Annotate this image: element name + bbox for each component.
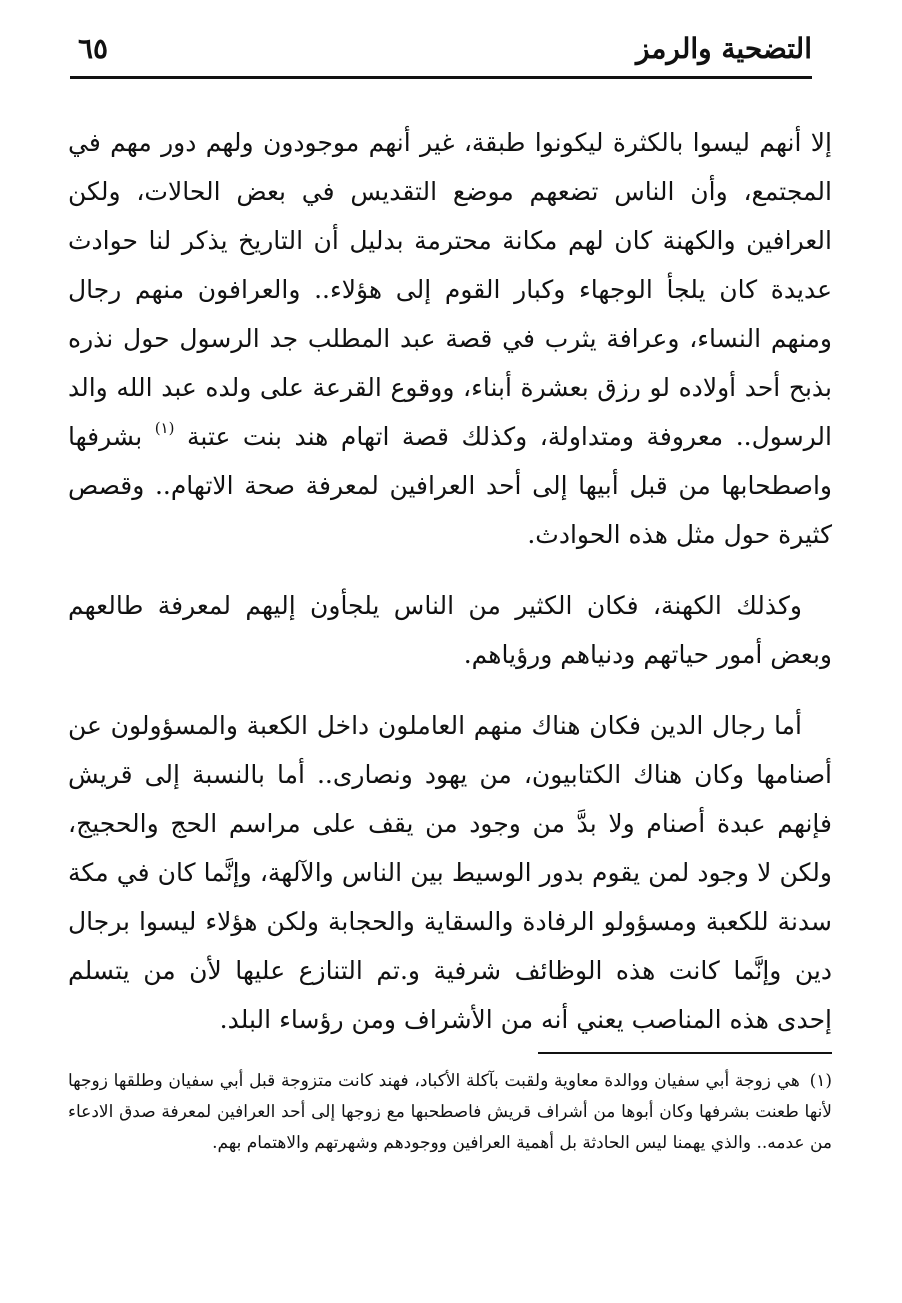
paragraph-1 — [68, 118, 832, 559]
footnote-reference[interactable]: (١) — [154, 419, 175, 437]
paragraph-2 — [68, 581, 832, 679]
running-header — [70, 28, 812, 72]
paragraph-1-text-after: بشرفها واصطحابها من قبل أبيها إلى أحد العرافين لمعرفة صحة الاتهام.. وقصص كثيرة حول مثل هذه الحوادث. — [68, 422, 832, 549]
paragraph-1-text-before: إلا أنهم ليسوا بالكثرة ليكونوا طبقة، غير أنهم موجودون ولهم دور مهم في المجتمع، وأن الناس تضعهم موضع التقديس في بعض الحالات، ولكن العرافين والكهنة كان لهم مكانة محترمة بدليل أن التاريخ يذكر لنا حوادث عديدة كان يلجأ الوجهاء وكبار القوم إلى هؤلاء.. والعرافون منهم رجال ومنهم النساء، وعرافة يثرب في قصة عبد المطلب جد الرسول حول نذره بذبح أحد أولاده لو رزق بعشرة أبناء، ووقوع القرعة على ولده عبد الله والد الرسول.. معروفة ومتداولة، وكذلك قصة اتهام هند بنت عتبة — [68, 128, 832, 451]
footnote — [68, 1066, 832, 1159]
footnote-divider — [538, 1052, 832, 1054]
main-text — [68, 118, 832, 1044]
chapter-title: التضحية والرمز — [635, 32, 812, 65]
paragraph-3 — [68, 701, 832, 1044]
header-divider — [70, 76, 812, 79]
paragraph-3-text: أما رجال الدين فكان هناك منهم العاملون داخل الكعبة والمسؤولون عن أصنامها وكان هناك الكتابيون، من يهود ونصارى.. أما بالنسبة إلى قريش فإنهم عبدة أصنام ولا بدَّ من وجود من يقف على مراسم الحج والحجيج، ولكن لا وجود لمن يقوم بدور الوسيط بين الناس والآلهة، وإنَّما كان في مكة سدنة للكعبة ومسؤولو الرفادة والسقاية والحجابة ولكن هؤلاء ليسوا برجال دين وإنَّما كانت هذه الوظائف شرفية و.تم التنازع عليها لأن من يتسلم إحدى هذه المناصب يعني أنه من الأشراف ومن رؤساء البلد. — [68, 711, 832, 1034]
page-number: ٦٥ — [78, 32, 109, 65]
paragraph-2-text: وكذلك الكهنة، فكان الكثير من الناس يلجأون إليهم لمعرفة طالعهم وبعض أمور حياتهم ودنياهم ورؤياهم. — [68, 591, 832, 669]
footnote-mark: (١) — [809, 1071, 833, 1091]
footnote-text: هي زوجة أبي سفيان ووالدة معاوية ولقبت بآكلة الأكباد، فهند كانت متزوجة قبل أبي سفيان وطلقها زوجها لأنها طعنت بشرفها وكان أبوها من أشراف قريش فاصطحبها مع زوجها إلى أحد العرافين لمعرفة صدق الادعاء من عدمه.. والذي يهمنا ليس الحادثة بل أهمية العرافين ووجودهم وشهرتهم والاهتمام بهم. — [68, 1071, 832, 1153]
